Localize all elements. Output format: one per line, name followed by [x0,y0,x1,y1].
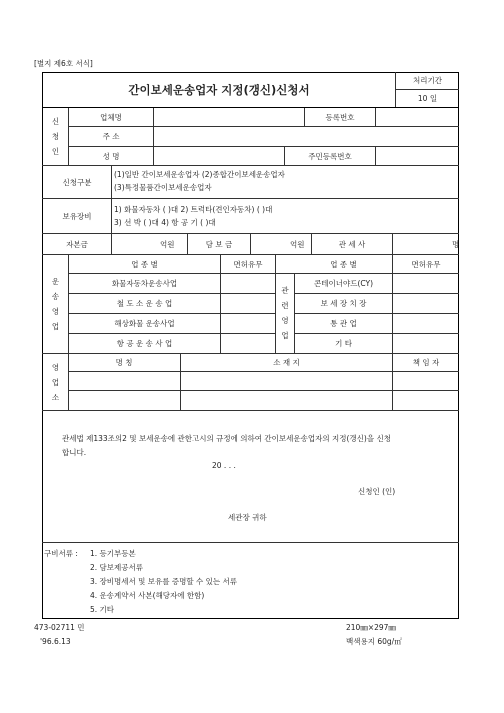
office-row[interactable] [69,372,459,390]
form-date: '96.6.13 [40,637,71,646]
business-item: 화물자동차운송사업 [111,279,178,288]
office-name-header: 명 칭 [115,358,133,367]
category-label: 신청구분 [62,177,92,187]
resident-id-label: 주민등록번호 [308,151,352,161]
capital-label: 자본금 [66,239,88,249]
form-number: [별지 제6호 서식] [34,58,93,68]
document-item: 2. 담보제공서류 [90,562,144,572]
documents-label: 구비서류 : [44,548,78,558]
addressee: 세관장 귀하 [228,512,267,522]
category-option-line2: (3)특정물품간이보세운송업자 [114,183,212,192]
form-code: 473-02711 민 [34,623,85,632]
equipment-label: 보유장비 [62,211,92,221]
applicant-signature: 신청인 (인) [358,486,396,496]
business-item: 해상화물 운송사업 [114,319,175,328]
business-kind-header: 업 종 별 [131,259,158,269]
category-option-line1: (1)일반 간이보세운송업자 (2)종합간이보세운송업자 [114,170,285,179]
related-kind-header: 업 종 별 [330,259,357,269]
applicant-side-label: 신 청 인 [51,117,60,156]
address-label: 주 소 [102,132,120,141]
application-date: 20 . . . [212,460,236,470]
form-title: 간이보세운송업자 지정(갱신)신청서 [128,82,310,97]
business-license-header: 면허유무 [233,259,263,269]
related-item: 콘테이너야드(CY) [313,279,373,288]
paper-type: 백색용지 60g/㎡ [346,637,402,646]
customs-broker-unit: 명 [452,239,460,249]
name-field[interactable] [154,147,284,165]
related-item: 기 타 [335,339,352,348]
office-location-header: 소 재 지 [273,358,300,367]
registration-number-field[interactable] [376,108,459,126]
related-item: 통 관 업 [330,319,357,328]
company-name-field[interactable] [154,108,304,126]
processing-period-value: 10 일 [417,94,438,103]
related-license-header: 면허유무 [411,259,441,269]
document-item: 3. 장비명세서 및 보유를 증명할 수 있는 서류 [90,576,238,586]
document-item: 5. 기타 [90,604,115,614]
capital-unit: 억원 [160,239,175,249]
processing-period-label: 처리기간 [413,76,442,85]
customs-broker-label: 관 세 사 [338,239,366,249]
related-item: 보 세 장 치 장 [320,299,367,308]
registration-number-label: 등록번호 [325,112,355,122]
name-label: 성 명 [102,151,120,161]
document-item: 4. 운송계약서 사본(해당자에 한함) [90,590,205,600]
address-field[interactable] [154,127,459,146]
collateral-unit: 억원 [290,239,305,249]
office-row[interactable] [69,391,459,410]
equipment-line2: 3) 선 박 ( )대 4) 항 공 기 ( )대 [114,218,216,227]
company-name-label: 업체명 [100,112,122,122]
business-side-label: 운 송 영 업 [51,277,60,331]
business-item: 철 도 소 운 송 업 [116,299,173,308]
equipment-line1: 1) 화물자동차 ( )대 2) 트럭타(견인자동차) ( )대 [114,205,273,214]
statement-line2: 합니다. [62,447,87,457]
related-side-label: 관 련 영 업 [281,286,289,340]
office-side-label: 영 업 소 [51,362,60,402]
collateral-label: 담 보 금 [205,239,233,249]
paper-size: 210㎜×297㎜ [346,623,396,632]
office-manager-header: 책 임 자 [412,358,440,367]
resident-id-field[interactable] [376,147,459,165]
statement-line1: 관세법 제133조의2 및 보세운송에 관한고시의 규정에 의하여 간이보세운송업자의 지정(갱신)을 신청 [62,433,391,443]
document-item: 1. 등기부등본 [90,548,136,558]
business-item: 항 공 운 송 사 업 [116,339,173,348]
